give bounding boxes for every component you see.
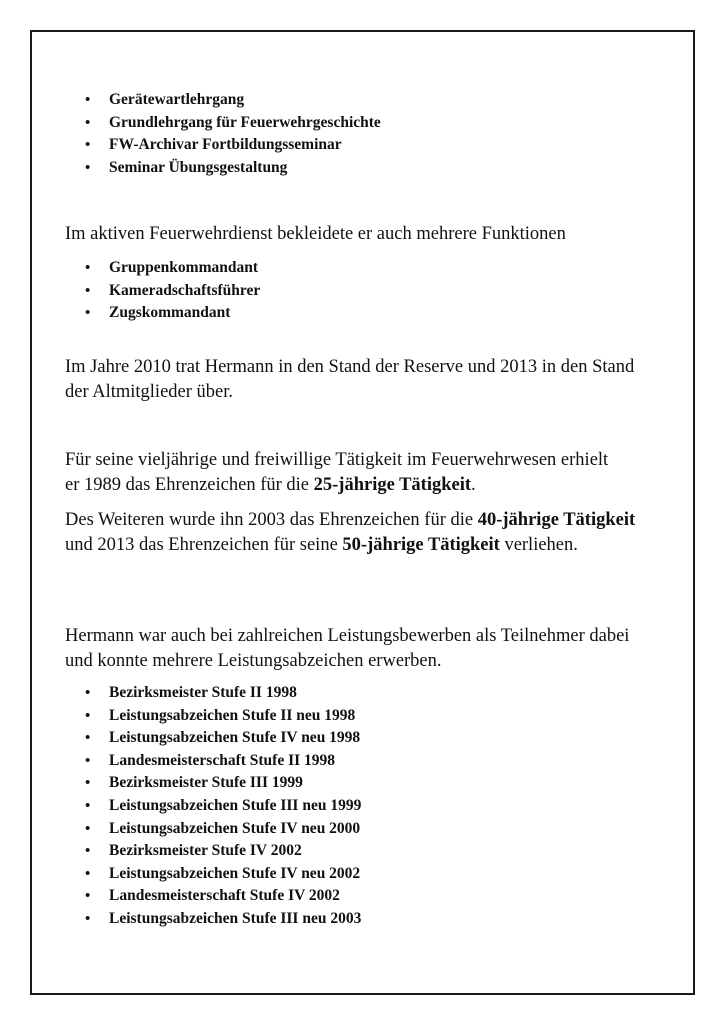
badges-list — [65, 682, 361, 931]
list-item: • Landesmeisterschaft Stufe II 1998 — [65, 750, 361, 773]
list-item: • Leistungsabzeichen Stufe IV neu 2000 — [65, 818, 361, 841]
list-item: • Zugskommandant — [65, 302, 260, 325]
list-item: • Leistungsabzeichen Stufe III neu 1999 — [65, 795, 361, 818]
list-item: • Leistungsabzeichen Stufe IV neu 1998 — [65, 727, 361, 750]
functions-intro: Im aktiven Feuerwehrdienst bekleidete er auch mehrere Funktionen — [65, 224, 566, 244]
list-item: • FW-Archivar Fortbildungsseminar — [65, 134, 381, 157]
competitions-intro: Hermann war auch bei zahlreichen Leistungsbewerben als Teilnehmer dabei und konnte mehrere Leistungsabzeichen erwerben. — [65, 626, 630, 671]
list-item: • Gruppenkommandant — [65, 257, 260, 280]
list-item: • Bezirksmeister Stufe II 1998 — [65, 682, 361, 705]
courses-list — [65, 89, 381, 179]
functions-list — [65, 257, 260, 325]
list-item: • Bezirksmeister Stufe IV 2002 — [65, 840, 361, 863]
honor-paragraph-1: Für seine vieljährige und freiwillige Tätigkeit im Feuerwehrwesen erhielt er 1989 das Ehrenzeichen für die 25-jährige Tätigkeit. — [65, 450, 609, 495]
list-item: • Grundlehrgang für Feuerwehrgeschichte — [65, 112, 381, 135]
honor-50-years: 50-jährige Tätigkeit — [342, 534, 500, 555]
list-item: • Kameradschaftsführer — [65, 280, 260, 303]
list-item: • Leistungsabzeichen Stufe IV neu 2002 — [65, 863, 361, 886]
reserve-paragraph: Im Jahre 2010 trat Hermann in den Stand der Reserve und 2013 in den Stand der Altmitglieder über. — [65, 357, 635, 402]
list-item: • Leistungsabzeichen Stufe III neu 2003 — [65, 908, 361, 931]
list-item: • Bezirksmeister Stufe III 1999 — [65, 772, 361, 795]
list-item: • Landesmeisterschaft Stufe IV 2002 — [65, 885, 361, 908]
list-item: • Leistungsabzeichen Stufe II neu 1998 — [65, 705, 361, 728]
list-item: • Seminar Übungsgestaltung — [65, 157, 381, 180]
list-item: • Gerätewartlehrgang — [65, 89, 381, 112]
honor-25-years: 25-jährige Tätigkeit — [313, 474, 472, 495]
honor-paragraph-2: Des Weiteren wurde ihn 2003 das Ehrenzeichen für die 40-jährige Tätigkeit und 2013 das Ehrenzeichen für seine 50-jährige Tätigkeit verliehen. — [65, 510, 636, 555]
honor-40-years: 40-jährige Tätigkeit — [477, 510, 636, 530]
